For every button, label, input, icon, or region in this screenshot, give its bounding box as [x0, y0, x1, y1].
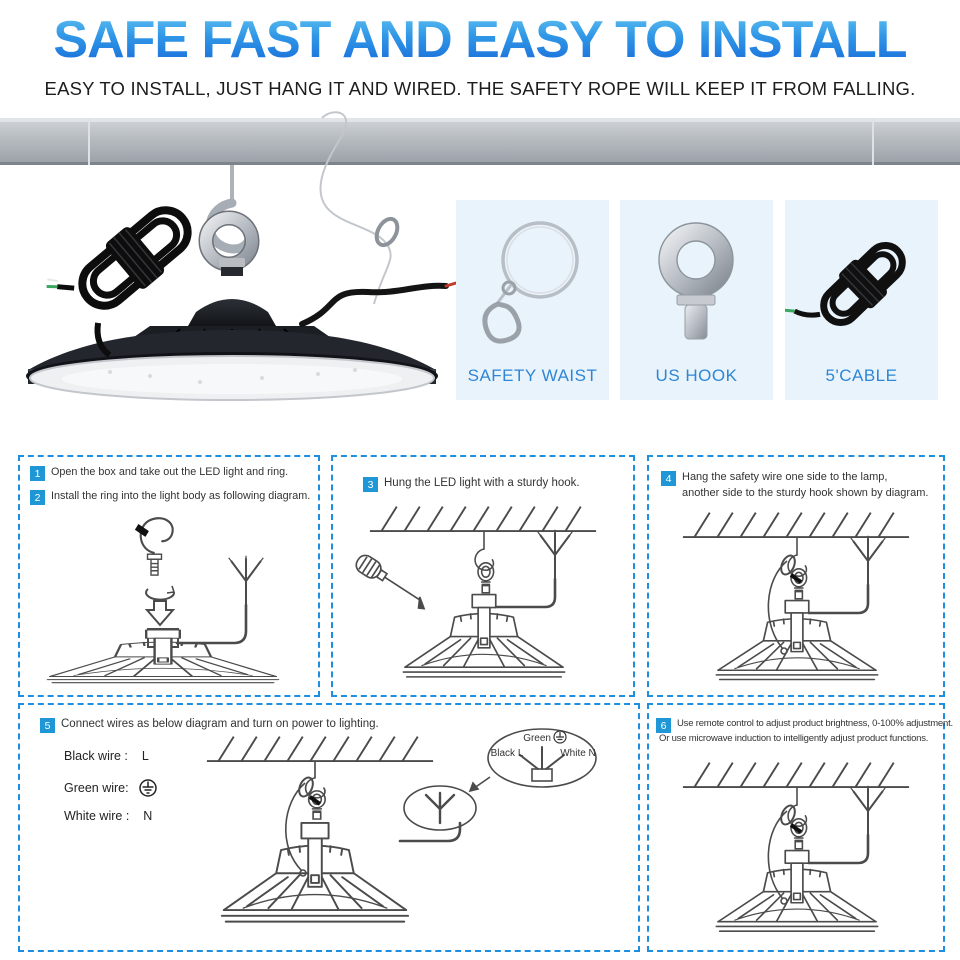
diagram-hang-hook — [333, 495, 633, 695]
part-label: SAFETY WAIST — [467, 366, 598, 385]
panel-step-1-2 — [18, 455, 320, 697]
step-3 — [363, 477, 580, 492]
eye-ring — [206, 218, 252, 264]
step-4 — [661, 471, 887, 486]
cable-icon — [785, 208, 938, 358]
diagram-safety-wire — [649, 503, 943, 695]
lamp-body — [26, 258, 438, 400]
diagram-install-ring — [20, 509, 318, 695]
black-wire-label: Black wire : — [64, 749, 128, 763]
step-2 — [30, 490, 310, 505]
us-hook-icon — [620, 208, 773, 358]
step-6 — [656, 718, 953, 733]
black-wire-value: L — [141, 749, 149, 763]
page-title: SAFE FAST AND EASY TO INSTALL — [0, 10, 960, 70]
step-6-text-line2: Or use microwave induction to intelligently adjust product functions. — [659, 733, 929, 744]
callout-white-label: White N — [560, 748, 596, 759]
white-wire-label: White wire : — [64, 809, 130, 823]
panel-step-4 — [647, 455, 945, 697]
step-2-text: Install the ring into the light body as following diagram. — [51, 490, 311, 502]
step-5-text: Connect wires as below diagram and turn on power to lighting. — [61, 718, 379, 730]
step-6-text: Use remote control to adjust product brightness, 0-100% adjustment. — [677, 718, 953, 729]
diagram-wiring — [20, 705, 638, 950]
step-3-badge: 3 — [363, 477, 378, 492]
step-1-badge: 1 — [30, 466, 45, 481]
panel-step-5 — [18, 703, 640, 952]
step-4-text-line2: another side to the sturdy hook shown by diagram. — [682, 487, 929, 499]
part-label: US HOOK — [655, 366, 738, 385]
power-wire-right — [302, 283, 456, 324]
diagram-remote-adjust — [649, 751, 943, 951]
green-wire-label: Green wire: — [64, 781, 129, 795]
callout-black-label: Black L — [490, 748, 524, 759]
step-1 — [30, 466, 288, 481]
callout-green-label: Green — [523, 733, 551, 744]
step-1-text: Open the box and take out the LED light and ring. — [51, 466, 289, 478]
step-2-badge: 2 — [30, 490, 45, 505]
step-4-badge: 4 — [661, 471, 676, 486]
part-card-safety-waist — [456, 200, 609, 400]
part-card-us-hook — [620, 200, 773, 400]
panel-step-3 — [331, 455, 635, 697]
ceiling-beam — [0, 118, 960, 165]
hanging-rod — [230, 165, 234, 203]
step-5-badge: 5 — [40, 718, 55, 733]
safety-waist-icon — [456, 208, 609, 358]
panel-step-6 — [647, 703, 953, 952]
step-4-text: Hang the safety wire one side to the lamp, — [682, 471, 888, 483]
part-label: 5'CABLE — [825, 366, 898, 385]
step-6-badge: 6 — [656, 718, 671, 733]
part-card-cable — [785, 200, 938, 400]
step-3-text: Hung the LED light with a sturdy hook. — [384, 477, 580, 489]
white-wire-value: N — [143, 809, 153, 823]
page-subtitle: EASY TO INSTALL, JUST HANG IT AND WIRED. THE SAFETY ROPE WILL KEEP IT FROM FALLING. — [44, 78, 916, 99]
